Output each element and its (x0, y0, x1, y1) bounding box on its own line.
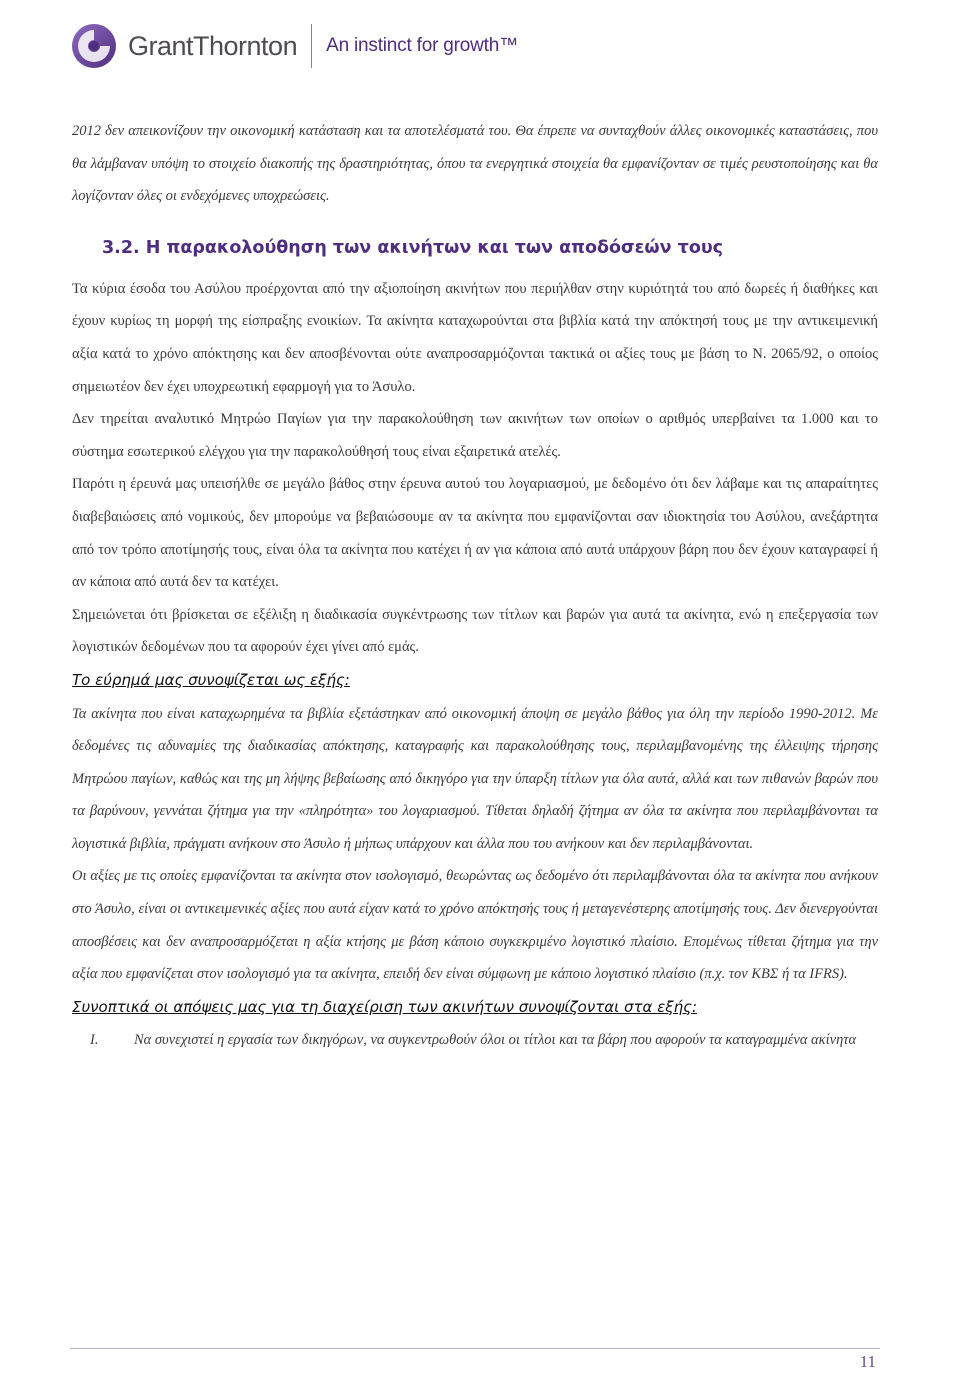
footer-divider (70, 1348, 880, 1349)
brand-name: GrantThornton (128, 30, 298, 61)
header (70, 18, 570, 74)
finding-title: Το εύρημά μας συνοψίζεται ως εξής: (72, 670, 350, 689)
document-body (72, 115, 878, 1057)
section-heading: 3.2. Η παρακολούθηση των ακινήτων και των αποδόσεών τους (102, 237, 724, 258)
page-number: 11 (859, 1352, 876, 1371)
list-item (90, 1024, 878, 1057)
list-item-number: I. (90, 1032, 99, 1049)
paragraph-3: Παρότι η έρευνά μας υπεισήλθε σε μεγάλο βάθος στην έρευνα αυτού του λογαριασμού, με δεδομένο ότι δεν λάβαμε και τις απαραίτητες διαβεβαιώσεις από νομικούς, δεν μπορούμε να βεβαιώσουμε αν τα ακίνητα που εμφανίζονται σαν ιδιοκτησία του Ασύλου, ανεξάρτητα από τον τρόπο αποτίμησής τους, είναι όλα τα ακίνητα που κατέχει ή αν για κάποια από αυτά υπάρχουν βάρη που δεν έχουν καταγραφεί ή αν κάποια από αυτά δεν τα κατέχει. (72, 476, 878, 591)
paragraph-4: Σημειώνεται ότι βρίσκεται σε εξέλιξη η διαδικασία συγκέντρωσης των τίτλων και βαρών για αυτά τα ακίνητα, ενώ η επεξεργασία των λογιστικών δεδομένων που τα αφορούν έχει γίνει από εμάς. (72, 606, 878, 656)
grant-thornton-logo-icon (70, 22, 118, 70)
summary-title: Συνοπτικά οι απόψεις μας για τη διαχείριση των ακινήτων συνοψίζονται στα εξής: (72, 997, 697, 1016)
tagline: An instinct for growth™ (326, 35, 518, 56)
paragraph-1: Τα κύρια έσοδα του Ασύλου προέρχονται από την αξιοποίηση ακινήτων που περιήλθαν στην κυριότητά του από δωρεές ή διαθήκες και έχουν κυρίως τη μορφή της είσπραξης ενοικίων. Τα ακίνητα καταχωρούνται στα βιβλία κατά την απόκτησή τους με την αντικειμενική αξία κατά το χρόνο απόκτησης και δεν αποσβένονται ούτε αναπροσαρμόζονται τακτικά οι αξίες τους με βάση το Ν. 2065/92, ο οποίος σημειωτέον δεν έχει υποχρεωτική εφαρμογή για το Άσυλο. (72, 280, 878, 395)
intro-paragraph: 2012 δεν απεικονίζουν την οικονομική κατάσταση και τα αποτελέσματά του. Θα έπρεπε να συνταχθούν άλλες οικονομικές καταστάσεις, που θα λάμβαναν υπόψη το στοιχείο διακοπής της δραστηριότητας, όπου τα ενεργητικά στοιχεία θα εμφανίζονταν σε τιμές ρευστοποίησης και θα λογίζονταν όλες οι ενδεχόμενες υποχρεώσεις. (72, 123, 878, 205)
list-item-text: Να συνεχιστεί η εργασία των δικηγόρων, να συγκεντρωθούν όλοι οι τίτλοι και τα βάρη που αφορούν τα καταγραμμένα ακίνητα (134, 1032, 857, 1049)
header-divider (311, 24, 312, 68)
finding-paragraph-2: Οι αξίες με τις οποίες εμφανίζονται τα ακίνητα στον ισολογισμό, θεωρώντας ως δεδομένο ότι περιλαμβάνονται όλα τα ακίνητα που ανήκουν στο Άσυλο, είναι οι αντικειμενικές αξίες που αυτά είχαν κατά το χρόνο απόκτησής τους ή μεταγενέστερης αποτίμησής τους. Δεν διενεργούνται αποσβέσεις και δεν αναπροσαρμόζεται η αξία κτήσης με βάση κάποιο συγκεκριμένο λογιστικό πλαίσιο. Επομένως τίθεται ζήτημα για την αξία που εμφανίζεται στον ισολογισμό για τα ακίνητα, επειδή δεν είναι σύμφωνη με κάποιο λογιστικό πλαίσιο (π.χ. τον ΚΒΣ ή τα IFRS). (72, 868, 878, 983)
finding-paragraph-1: Τα ακίνητα που είναι καταχωρημένα τα βιβλία εξετάστηκαν από οικονομική άποψη σε μεγάλο βάθος για όλη την περίοδο 1990-2012. Με δεδομένες τις αδυναμίες της διαδικασίας απόκτησης, καταγραφής και παρακολούθησης τους, περιλαμβανομένης της έλλειψης τήρησης Μητρώου παγίων, καθώς και της μη λήψης βεβαίωσης από δικηγόρο για την ύπαρξη τίτλων για όλα αυτά, αλλά και των πιθανών βαρών που τα βαρύνουν, γεννάται ζήτημα για την «πληρότητα» του λογαριασμού. Τίθεται δηλαδή ζήτημα αν όλα τα ακίνητα που περιλαμβάνονται τα λογιστικά βιβλία, πράγματι ανήκουν στο Άσυλο ή μήπως υπάρχουν και άλλα που του ανήκουν και δεν περιλαμβάνονται. (72, 705, 878, 852)
paragraph-2: Δεν τηρείται αναλυτικό Μητρώο Παγίων για την παρακολούθηση των ακινήτων των οποίων ο αριθμός υπερβαίνει τα 1.000 και το σύστημα εσωτερικού ελέγχου για την παρακολούθησή τους είναι εξαιρετικά ατελές. (72, 411, 878, 460)
